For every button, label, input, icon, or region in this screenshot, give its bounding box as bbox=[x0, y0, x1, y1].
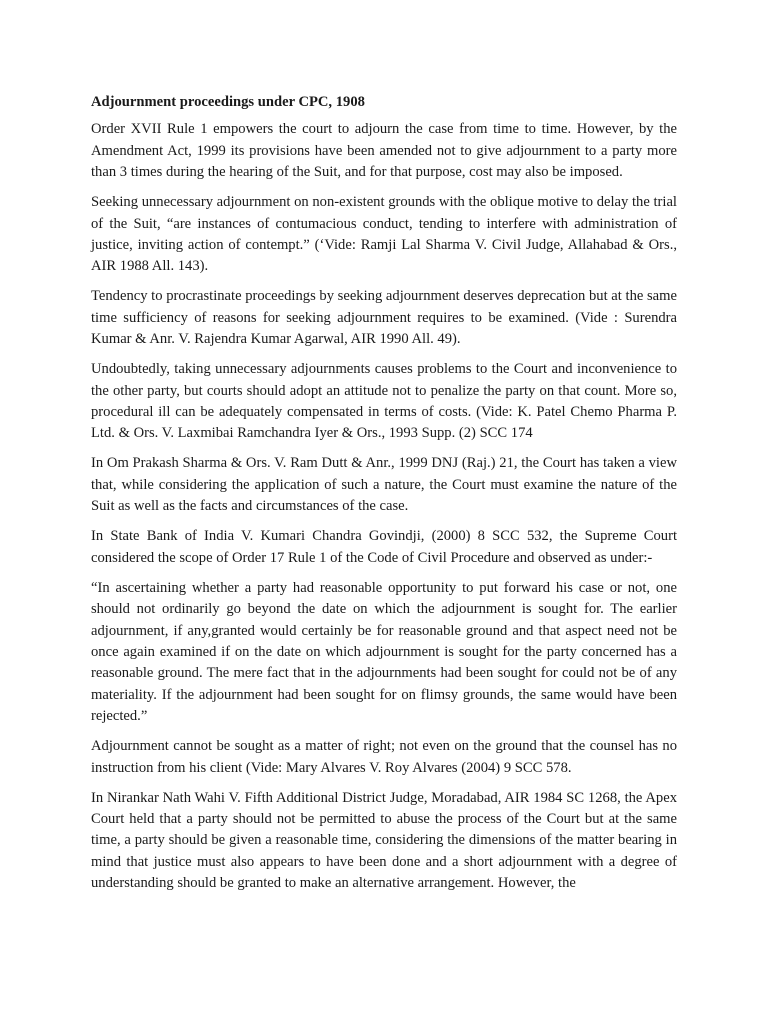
paragraph-unnecessary-adjournment: Seeking unnecessary adjournment on non-existent grounds with the oblique motive to delay the trial of the Suit, “are instances of contumacious conduct, tending to interfere with administration of justice, inviting action of contempt.” (‘Vide: Ramji Lal Sharma V. Civil Judge, Allahabad & Ors., AIR 1988 All. 143). bbox=[91, 194, 677, 275]
paragraph-nirankar-nath: In Nirankar Nath Wahi V. Fifth Additional District Judge, Moradabad, AIR 1984 SC 1268, the Apex Court held that a party should not be permitted to abuse the process of the Court but at the same time, a party should be given a reasonable time, considering the dimensions of the matter bearing in mind that justice must also appears to have been done and a short adjournment with a degree of understanding should be granted to make an alternative arrangement. However, the bbox=[91, 789, 677, 892]
document-page bbox=[91, 92, 677, 903]
paragraph-quotation: “In ascertaining whether a party had reasonable opportunity to put forward his case or not, one should not ordinarily go beyond the date on which the adjournment is sought for. The earlier adjournment, if any,granted would certainly be for reasonable ground and that aspect need not be once again examined if on the date on which adjournment is sought for the party concerned has a reasonable ground. The mere fact that in the adjournments had been sought for could not be of any materiality. If the adjournment had been sought for on flimsy grounds, the same would have been rejected.” bbox=[91, 579, 677, 725]
paragraph-order-xvii: Order XVII Rule 1 empowers the court to adjourn the case from time to time. However, by the Amendment Act, 1999 its provisions have been amended not to give adjournment to a party more than 3 times during the hearing of the Suit, and for that purpose, cost may also be imposed. bbox=[91, 121, 677, 181]
paragraph-state-bank: In State Bank of India V. Kumari Chandra Govindji, (2000) 8 SCC 532, the Supreme Court considered the scope of Order 17 Rule 1 of the Code of Civil Procedure and observed as under:- bbox=[91, 528, 677, 566]
paragraph-costs: Undoubtedly, taking unnecessary adjournments causes problems to the Court and inconvenience to the other party, but courts should adopt an attitude not to penalize the party on that count. More so, procedural ill can be adequately compensated in terms of costs. (Vide: K. Patel Chemo Pharma P. Ltd. & Ors. V. Laxmibai Ramchandra Iyer & Ors., 1993 Supp. (2) SCC 174 bbox=[91, 361, 677, 442]
document-title: Adjournment proceedings under CPC, 1908 bbox=[91, 94, 365, 110]
paragraph-mary-alvares: Adjournment cannot be sought as a matter of right; not even on the ground that the counsel has no instruction from his client (Vide: Mary Alvares V. Roy Alvares (2004) 9 SCC 578. bbox=[91, 738, 677, 776]
paragraph-om-prakash: In Om Prakash Sharma & Ors. V. Ram Dutt & Anr., 1999 DNJ (Raj.) 21, the Court has taken a view that, while considering the application of such a nature, the Court must examine the nature of the Suit as well as the facts and circumstances of the case. bbox=[91, 455, 677, 515]
paragraph-procrastinate: Tendency to procrastinate proceedings by seeking adjournment deserves deprecation but at the same time sufficiency of reasons for seeking adjournment requires to be examined. (Vide : Surendra Kumar & Anr. V. Rajendra Kumar Agarwal, AIR 1990 All. 49). bbox=[91, 288, 677, 348]
